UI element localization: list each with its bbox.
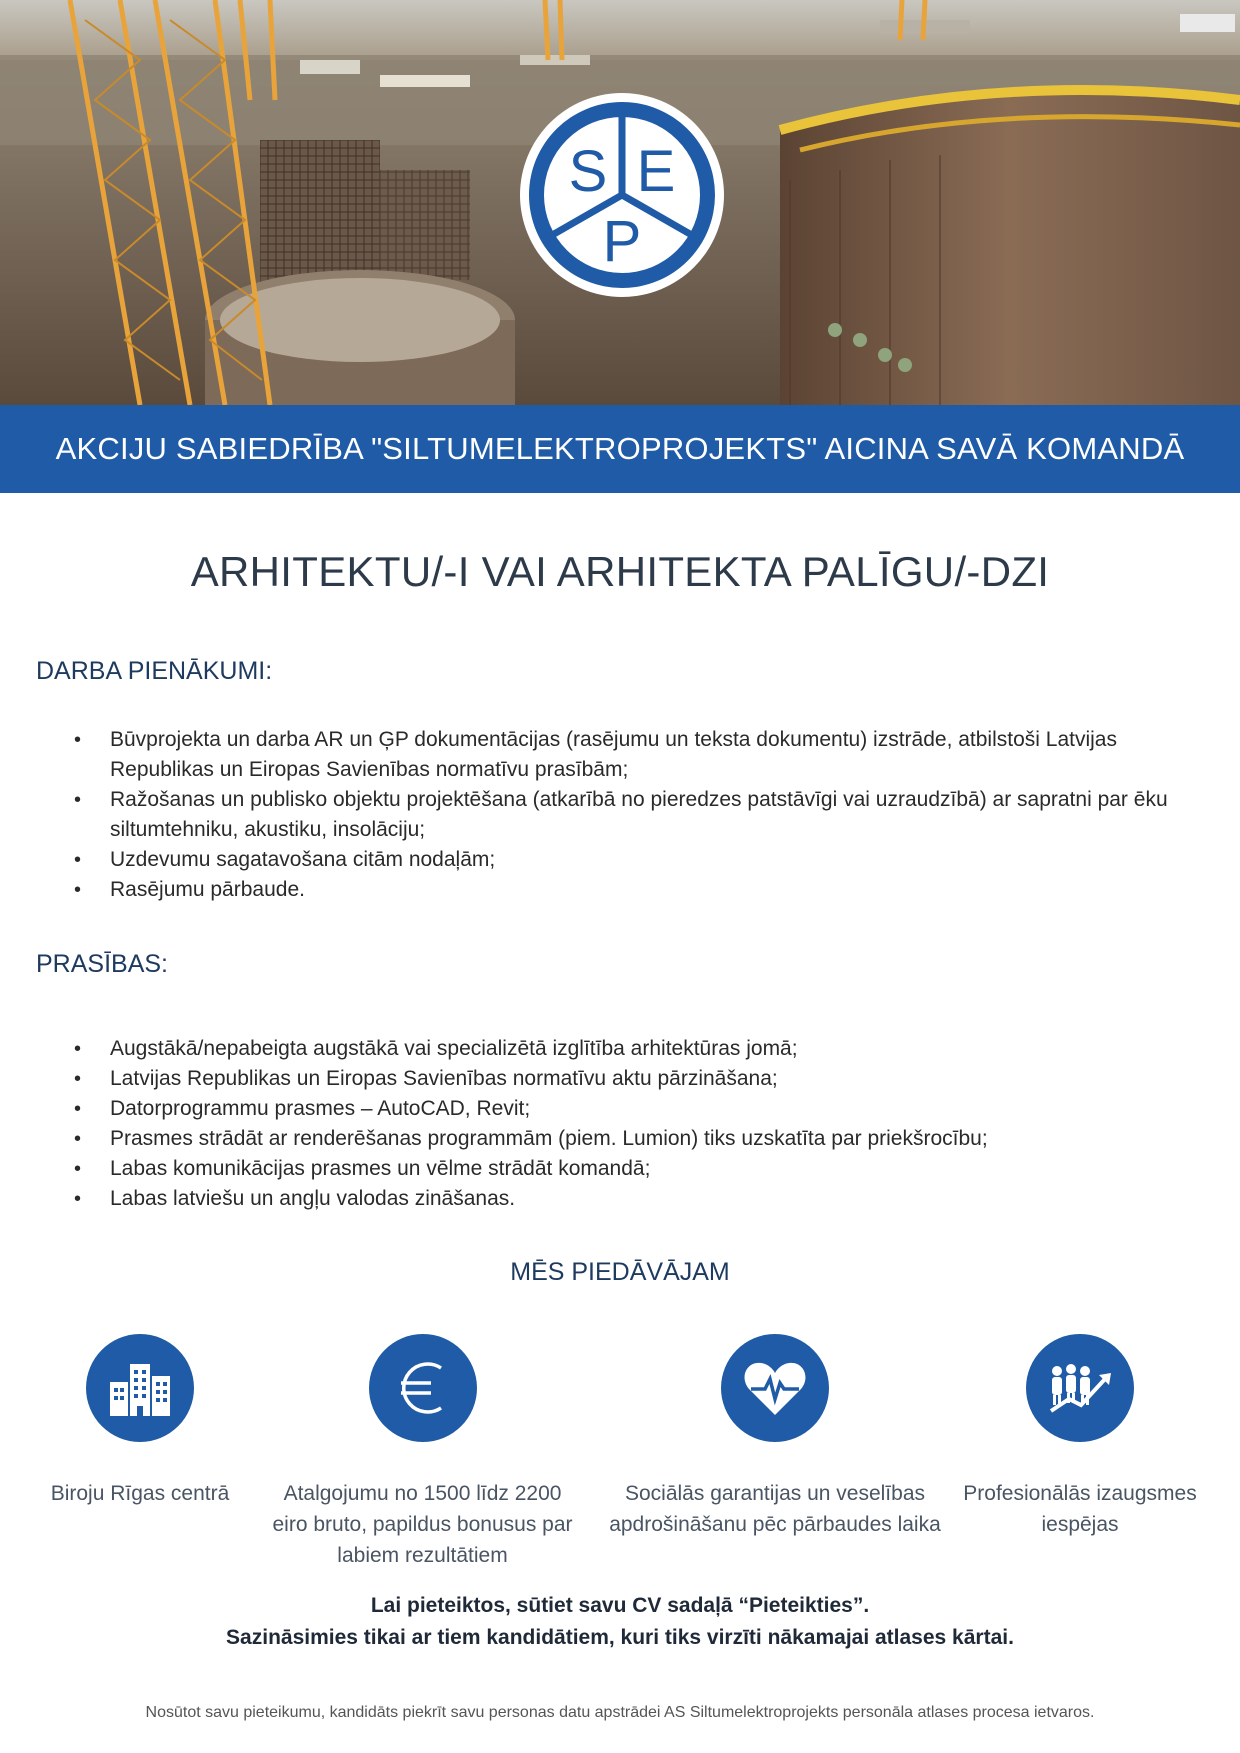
benefit-label: Atalgojumu no 1500 līdz 2200 eiro bruto, papildus bonusus par labiem rezultātiem (272, 1482, 573, 1567)
svg-text:E: E (636, 139, 676, 204)
benefit-growth (940, 1334, 1220, 1540)
apply-instructions (0, 1590, 1240, 1654)
requirements-heading: PRASĪBAS: (36, 950, 168, 978)
apply-line-1: Lai pieteiktos, sūtiet savu CV sadaļā “Pieteikties”. (370, 1594, 870, 1617)
duties-list (74, 725, 1204, 905)
list-item: • Labas komunikācijas prasmes un vēlme strādāt komandā; (74, 1154, 1204, 1184)
list-item: • Uzdevumu sagatavošana citām nodaļām; (74, 845, 1204, 875)
company-banner (0, 405, 1240, 493)
svg-text:S: S (568, 139, 608, 204)
duties-heading: DARBA PIENĀKUMI: (36, 657, 273, 685)
requirements-list (74, 1034, 1204, 1214)
banner-text: AKCIJU SABIEDRĪBA "SILTUMELEKTROPROJEKTS" AICINA SAVĀ KOMANDĀ (55, 431, 1185, 466)
benefit-office (0, 1334, 280, 1509)
svg-text:P: P (602, 209, 642, 274)
list-item: • Rasējumu pārbaude. (74, 875, 1204, 905)
construction-site-illustration (0, 0, 1240, 405)
office-buildings-icon (86, 1334, 194, 1442)
list-item: • Labas latviešu un angļu valodas zināšanas. (74, 1184, 1204, 1214)
list-item: • Būvprojekta un darba AR un ĢP dokumentācijas (rasējumu un teksta dokumentu) izstrāde, atbilstoši Latvijas Republikas un Eiropas Savienības normatīvu prasībām; (74, 725, 1204, 785)
benefit-label: Biroju Rīgas centrā (50, 1482, 230, 1505)
apply-line-2: Sazināsimies tikai ar tiem kandidātiem, kuri tiks virzīti nākamajai atlases kārtai. (226, 1626, 1014, 1649)
job-title: ARHITEKTU/-I VAI ARHITEKTA PALĪGU/-DZI (190, 548, 1050, 595)
euro-icon (369, 1334, 477, 1442)
list-item: • Prasmes strādāt ar renderēšanas programmām (piem. Lumion) tiks uzskatīta par priekšrocību; (74, 1124, 1204, 1154)
team-growth-icon (1026, 1334, 1134, 1442)
heart-pulse-icon (721, 1334, 829, 1442)
list-item: • Latvijas Republikas un Eiropas Savienības normatīvu aktu pārzināšana; (74, 1064, 1204, 1094)
benefit-health (590, 1334, 960, 1540)
hero-construction-photo (0, 0, 1240, 405)
list-item: • Augstākā/nepabeigta augstākā vai specializētā izglītība arhitektūras jomā; (74, 1034, 1204, 1064)
list-item: • Ražošanas un publisko objektu projektēšana (atkarībā no pieredzes patstāvīgi vai uzraudzībā) ar sapratni par ēku siltumtehniku, akustiku, insolāciju; (74, 785, 1204, 845)
benefit-salary (265, 1334, 580, 1571)
list-item: • Datorprogrammu prasmes – AutoCAD, Revit; (74, 1094, 1204, 1124)
benefit-label: Profesionālās izaugsmes iespējas (963, 1482, 1197, 1536)
privacy-note: Nosūtot savu pieteikumu, kandidāts piekrīt savu personas datu apstrādei AS Siltumelektroprojekts personāla atlases procesa ietvaros. (145, 1704, 1095, 1721)
sep-logo (520, 93, 724, 297)
offer-heading: MĒS PIEDĀVĀJAM (510, 1258, 730, 1286)
benefit-label: Sociālās garantijas un veselības apdrošināšanu pēc pārbaudes laika (609, 1482, 941, 1536)
